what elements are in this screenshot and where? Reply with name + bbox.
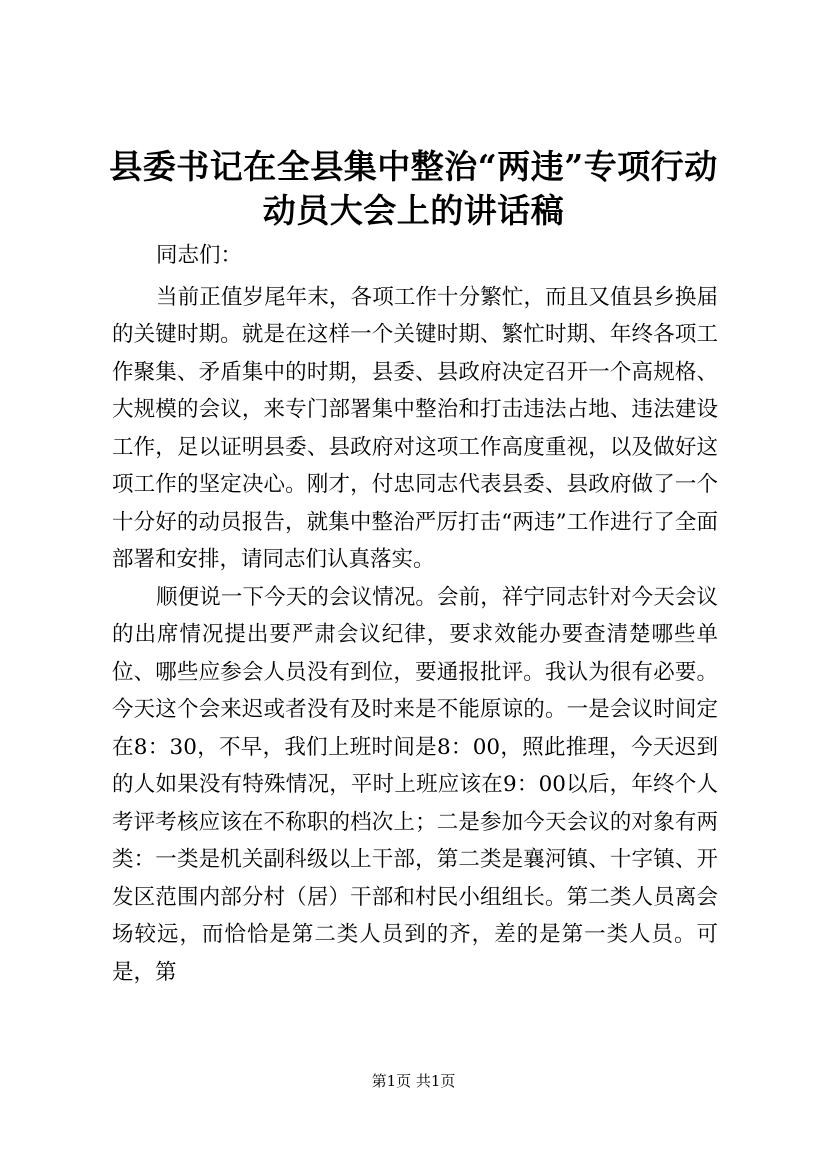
document-body (112, 237, 718, 991)
paragraph: 当前正值岁尾年末，各项工作十分繁忙，而且又值县乡换届的关键时期。就是在这样一个关键时期、繁忙时期、年终各项工作聚集、矛盾集中的时期，县委、县政府决定召开一个高规格、大规模的会议，来专门部署集中整治和打击违法占地、违法建设工作，足以证明县委、县政府对这项工作高度重视，以及做好这项工作的坚定决心。刚才，付忠同志代表县委、县政府做了一个十分好的动员报告，就集中整治严厉打击“两违”工作进行了全面部署和安排，请同志们认真落实。 (112, 284, 718, 572)
document-title: 县委书记在全县集中整治“两违”专项行动动员大会上的讲话稿 (109, 147, 718, 230)
salutation: 同志们： (156, 243, 243, 268)
paragraph: 顺便说一下今天的会议情况。会前，祥宁同志针对今天会议的出席情况提出要严肃会议纪律，要求效能办要查清楚哪些单位、哪些应参会人员没有到位，要通报批评。我认为很有必要。今天这个会来迟或者没有及时来是不能原谅的。一是会议时间定在8：30，不早，我们上班时间是8：00，照此推理，今天迟到的人如果没有特殊情况，平时上班应该在9：00以后，年终个人考评考核应该在不称职的档次上；二是参加今天会议的对象有两类：一类是机关副科级以上干部，第二类是襄河镇、十字镇、开发区范围内部分村（居）干部和村民小组组长。第二类人员离会场较远，而恰恰是第二类人员到的齐，差的是第一类人员。可是，第 (112, 584, 718, 985)
page-footer: 第1页 共1页 (371, 1072, 456, 1090)
